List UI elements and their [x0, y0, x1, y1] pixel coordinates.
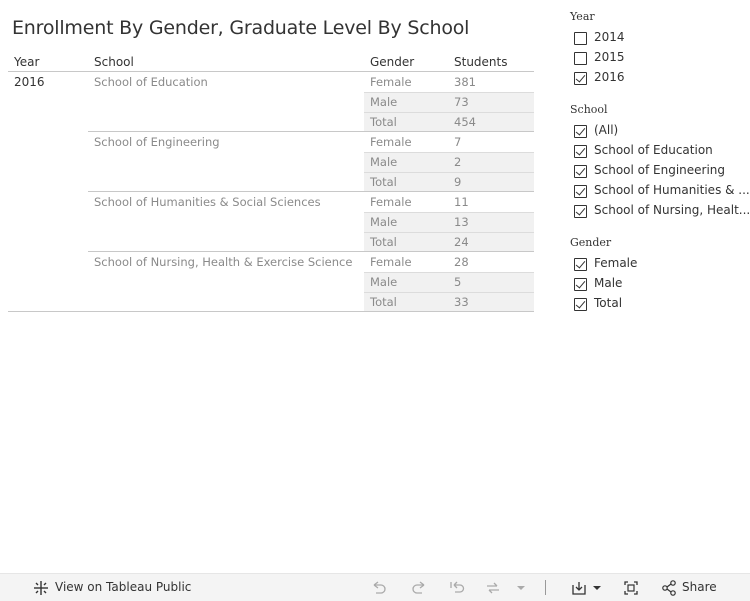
filter-option-school[interactable]	[574, 183, 750, 201]
checkbox-checked-icon[interactable]	[574, 205, 587, 218]
filter-option-label[interactable]: School of Education	[594, 143, 713, 157]
checkbox-checked-icon[interactable]	[574, 298, 587, 311]
students-cell: 13	[454, 215, 469, 229]
table-row	[364, 132, 534, 152]
gender-cell: Male	[370, 275, 398, 289]
filter-option-gender[interactable]	[574, 276, 746, 294]
students-cell: 9	[454, 175, 462, 189]
table-row	[364, 232, 534, 252]
school-name: School of Education	[94, 75, 208, 89]
students-cell: 2	[454, 155, 462, 169]
checkmark-icon	[576, 298, 586, 308]
tableau-toolbar	[0, 573, 750, 601]
row-divider	[364, 272, 534, 273]
redo-icon[interactable]	[410, 579, 428, 597]
table-row	[364, 92, 534, 112]
gender-cell: Female	[370, 75, 412, 89]
students-cell: 7	[454, 135, 462, 149]
filter-title-school: School	[570, 103, 608, 116]
school-name: School of Nursing, Health & Exercise Science	[94, 255, 353, 269]
gender-cell: Male	[370, 215, 398, 229]
row-divider	[364, 172, 534, 173]
school-group	[88, 252, 534, 312]
gender-cell: Total	[370, 235, 397, 249]
fullscreen-icon[interactable]	[622, 579, 640, 597]
row-divider	[364, 232, 534, 233]
table-bottom-divider	[8, 311, 534, 312]
checkmark-icon	[576, 145, 586, 155]
students-cell: 33	[454, 295, 469, 309]
checkbox-unchecked-icon[interactable]	[574, 32, 587, 45]
checkmark-icon	[576, 278, 586, 288]
table-row	[364, 252, 534, 272]
filter-option-label[interactable]: School of Nursing, Healt...	[594, 203, 750, 217]
checkmark-icon	[576, 258, 586, 268]
header-school: School	[94, 55, 134, 69]
students-cell: 24	[454, 235, 469, 249]
filter-option-label[interactable]: 2015	[594, 50, 625, 64]
school-name: School of Humanities & Social Sciences	[94, 195, 321, 209]
students-cell: 454	[454, 115, 476, 129]
table-row	[364, 272, 534, 292]
toolbar-divider	[545, 580, 546, 595]
chevron-down-icon[interactable]	[512, 579, 530, 597]
school-name: School of Engineering	[94, 135, 220, 149]
filter-option-year[interactable]	[574, 50, 746, 68]
students-cell: 5	[454, 275, 462, 289]
tableau-logo-icon[interactable]	[32, 579, 50, 597]
filter-option-school[interactable]	[574, 203, 750, 221]
gender-cell: Male	[370, 95, 398, 109]
checkbox-checked-icon[interactable]	[574, 185, 587, 198]
filter-option-year[interactable]	[574, 70, 746, 88]
filter-option-school[interactable]	[574, 143, 746, 161]
school-group	[88, 132, 534, 192]
filter-option-gender[interactable]	[574, 256, 746, 274]
filter-option-school[interactable]	[574, 163, 746, 181]
gender-cell: Male	[370, 155, 398, 169]
header-year: Year	[14, 55, 40, 69]
gender-cell: Female	[370, 255, 412, 269]
revert-icon[interactable]	[448, 579, 466, 597]
table-row	[364, 152, 534, 172]
table-row	[364, 112, 534, 132]
filter-option-label[interactable]: 2016	[594, 70, 625, 84]
gender-cell: Total	[370, 115, 397, 129]
filter-option-label[interactable]: 2014	[594, 30, 625, 44]
checkmark-icon	[576, 165, 586, 175]
share-icon[interactable]	[660, 579, 678, 597]
view-on-tableau-public-link[interactable]: View on Tableau Public	[55, 580, 192, 594]
checkmark-icon	[576, 72, 586, 82]
students-cell: 28	[454, 255, 469, 269]
download-menu-chevron-icon[interactable]	[588, 579, 606, 597]
filter-option-label[interactable]: School of Humanities & ...	[594, 183, 750, 197]
students-cell: 11	[454, 195, 469, 209]
filter-option-label[interactable]: Male	[594, 276, 623, 290]
filter-option-gender[interactable]	[574, 296, 746, 314]
school-group	[88, 192, 534, 252]
school-group	[88, 72, 534, 132]
checkbox-checked-icon[interactable]	[574, 165, 587, 178]
gender-cell: Total	[370, 295, 397, 309]
dashboard-title: Enrollment By Gender, Graduate Level By School	[12, 17, 470, 39]
row-divider	[364, 92, 534, 93]
row-divider	[364, 212, 534, 213]
table-row	[364, 192, 534, 212]
checkbox-checked-icon[interactable]	[574, 72, 587, 85]
checkbox-checked-icon[interactable]	[574, 145, 587, 158]
filter-option-school[interactable]	[574, 123, 746, 141]
gender-cell: Female	[370, 135, 412, 149]
students-cell: 381	[454, 75, 476, 89]
checkbox-checked-icon[interactable]	[574, 258, 587, 271]
download-icon[interactable]	[570, 579, 588, 597]
table-row	[364, 292, 534, 312]
gender-cell: Total	[370, 175, 397, 189]
filter-title-year: Year	[570, 10, 595, 23]
table-row	[364, 172, 534, 192]
filter-option-label[interactable]: School of Engineering	[594, 163, 726, 177]
checkmark-icon	[576, 125, 586, 135]
year-value: 2016	[14, 75, 45, 89]
checkbox-checked-icon[interactable]	[574, 125, 587, 138]
share-button[interactable]: Share	[682, 580, 717, 594]
checkbox-checked-icon[interactable]	[574, 278, 587, 291]
undo-icon[interactable]	[370, 579, 388, 597]
filter-title-gender: Gender	[570, 236, 612, 249]
refresh-icon[interactable]	[484, 579, 502, 597]
students-cell: 73	[454, 95, 469, 109]
checkmark-icon	[576, 205, 586, 215]
filter-option-label[interactable]: (All)	[594, 123, 619, 137]
row-divider	[364, 112, 534, 113]
checkmark-icon	[576, 185, 586, 195]
table-row	[364, 72, 534, 92]
table-row	[364, 212, 534, 232]
filter-option-label[interactable]: Total	[594, 296, 623, 310]
gender-cell: Female	[370, 195, 412, 209]
row-divider	[364, 152, 534, 153]
header-students: Students	[454, 55, 508, 69]
row-divider	[364, 292, 534, 293]
filter-option-year[interactable]	[574, 30, 746, 48]
header-gender: Gender	[370, 55, 415, 69]
checkbox-unchecked-icon[interactable]	[574, 52, 587, 65]
filter-option-label[interactable]: Female	[594, 256, 638, 270]
